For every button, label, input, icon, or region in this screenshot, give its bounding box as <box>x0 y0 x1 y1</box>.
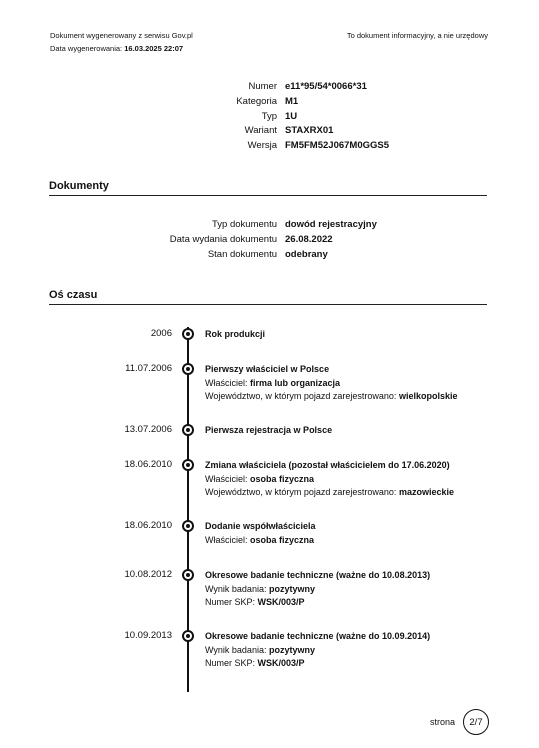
event-detail <box>205 473 454 487</box>
timeline-dot-icon <box>182 424 194 436</box>
vehicle-value: M1 <box>285 95 299 107</box>
vehicle-value: 1U <box>285 110 298 122</box>
event-detail <box>205 486 454 500</box>
event-detail <box>205 390 457 404</box>
event-body <box>205 363 457 404</box>
event-date: 13.07.2006 <box>124 424 172 435</box>
timeline-dot-icon <box>182 328 194 340</box>
page-footer <box>430 709 489 735</box>
vehicle-value: FM5FM52J067M0GGS5 <box>285 140 390 152</box>
document-value: dowód rejestracyjny <box>285 219 377 230</box>
event-detail-value: osoba fizyczna <box>250 473 315 484</box>
header-generated-info <box>50 29 193 55</box>
vehicle-row-wersja <box>50 140 488 155</box>
document-value: 26.08.2022 <box>285 233 333 245</box>
page-number-badge: 2/7 <box>463 709 489 735</box>
event-body <box>205 630 430 671</box>
event-title: Zmiana właściciela (pozostał właścicielem do 17.06.2020) <box>205 460 450 470</box>
document-row-type <box>50 219 488 234</box>
event-detail-value: WSK/003/P <box>257 597 305 607</box>
generated-date-label: Data wygenerowania: <box>50 44 123 53</box>
event-detail <box>205 644 430 658</box>
event-detail-value: osoba fizyczna <box>250 534 315 545</box>
event-detail-value: pozytywny <box>268 644 315 655</box>
event-body <box>205 424 332 438</box>
event-title: Pierwszy właściciel w Polsce <box>205 364 330 374</box>
event-detail-value: WSK/003/P <box>257 658 305 668</box>
documents-heading: Dokumenty <box>49 180 487 196</box>
document-label: Data wydania dokumentu <box>169 233 277 245</box>
event-body <box>205 459 454 500</box>
event-date: 18.06.2010 <box>124 520 172 531</box>
documents-details <box>50 219 488 263</box>
timeline-dot-icon <box>182 520 194 532</box>
event-body <box>205 328 265 342</box>
document-value: odebrany <box>285 248 328 260</box>
timeline <box>50 320 490 692</box>
event-date: 10.09.2013 <box>124 630 172 641</box>
page-label: strona <box>429 717 455 727</box>
generated-by-text: Dokument wygenerowany z serwisu Gov.pl <box>50 31 193 40</box>
event-detail-value: mazowieckie <box>398 487 454 497</box>
event-detail <box>205 657 430 671</box>
document-label: Stan dokumentu <box>207 248 277 260</box>
event-detail-label: Właściciel: <box>205 473 248 484</box>
event-detail-label: Województwo, w którym pojazd zarejestrowano: <box>205 487 397 497</box>
event-detail-label: Numer SKP: <box>205 597 256 607</box>
event-detail-value: firma lub organizacja <box>250 377 341 388</box>
vehicle-row-typ <box>50 111 488 126</box>
timeline-dot-icon <box>182 459 194 471</box>
generated-date-value: 16.03.2025 22:07 <box>124 44 184 53</box>
timeline-dot-icon <box>182 569 194 581</box>
document-row-status <box>50 249 488 264</box>
event-body <box>205 520 316 547</box>
vehicle-label: Wersja <box>247 140 277 152</box>
event-date: 10.08.2012 <box>124 569 172 580</box>
timeline-dot-icon <box>182 363 194 375</box>
event-detail-value: wielkopolskie <box>398 391 458 401</box>
header-disclaimer: To dokument informacyjny, a nie urzędowy <box>346 31 488 40</box>
event-detail-label: Numer SKP: <box>205 658 256 668</box>
event-detail-label: Wynik badania: <box>205 583 267 594</box>
vehicle-value: e11*95/54*0066*31 <box>285 81 367 92</box>
event-date: 2006 <box>150 328 172 339</box>
event-title: Rok produkcji <box>205 329 266 339</box>
document-label: Typ dokumentu <box>212 219 277 230</box>
event-detail <box>205 377 457 391</box>
event-detail <box>205 596 430 610</box>
vehicle-label: Numer <box>248 81 277 92</box>
event-date: 18.06.2010 <box>124 459 172 470</box>
vehicle-label: Typ <box>261 110 277 122</box>
event-detail <box>205 583 430 597</box>
vehicle-label: Kategoria <box>236 95 277 107</box>
event-detail-label: Właściciel: <box>205 534 248 545</box>
vehicle-row-kategoria <box>50 96 488 111</box>
event-date: 11.07.2006 <box>125 363 172 374</box>
timeline-dot-icon <box>182 630 194 642</box>
event-detail-value: pozytywny <box>268 583 315 594</box>
event-title: Okresowe badanie techniczne (ważne do 10.08.2013) <box>205 570 431 580</box>
vehicle-row-numer <box>50 81 488 96</box>
document-row-issue-date <box>50 234 488 249</box>
event-body <box>205 569 430 610</box>
generated-date-line <box>50 42 193 55</box>
vehicle-row-wariant <box>50 125 488 140</box>
vehicle-details <box>50 81 488 155</box>
event-title: Okresowe badanie techniczne (ważne do 10.09.2014) <box>205 631 431 641</box>
event-detail-label: Wynik badania: <box>205 644 267 655</box>
event-title: Pierwsza rejestracja w Polsce <box>205 425 333 435</box>
event-title: Dodanie współwłaściciela <box>205 521 316 531</box>
event-detail <box>205 534 316 548</box>
vehicle-label: Wariant <box>244 125 277 137</box>
event-detail-label: Właściciel: <box>205 377 248 388</box>
vehicle-value: STAXRX01 <box>285 125 334 137</box>
event-detail-label: Województwo, w którym pojazd zarejestrowano: <box>205 391 397 401</box>
timeline-heading: Oś czasu <box>49 289 487 305</box>
